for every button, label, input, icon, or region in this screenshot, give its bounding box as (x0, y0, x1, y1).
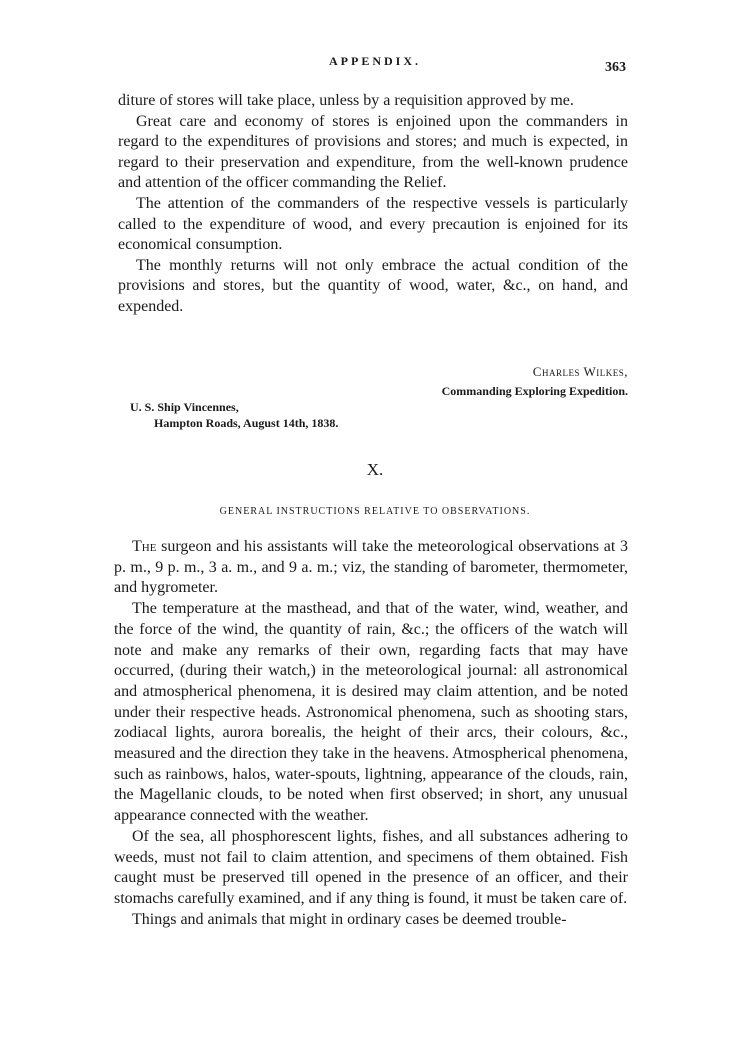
paragraph-meteorological (114, 537, 628, 599)
signature-name: Charles Wilkes, (532, 364, 628, 379)
lower-text-block (114, 537, 628, 930)
paragraph-meteorological-text: surgeon and his assistants will take the meteorological observations at 3 p. m., 9 p. m., 3 a. m., and 9 a. m.; viz, the standing of barometer, thermometer, and hygrometer. (114, 538, 628, 597)
page-header (0, 52, 750, 76)
paragraph-continuation: diture of stores will take place, unless by a requisition approved by me. (118, 92, 574, 109)
paragraph-sea: Of the sea, all phosphorescent lights, fishes, and all substances adhering to weeds, must not fail to claim attention, and specimens of them obtained. Fish caught must be preserved till opened in the presence of an officer, and their stomachs carefully examined, and if any thing is found, it must be taken care of. (114, 827, 628, 907)
running-head: APPENDIX. (329, 54, 421, 68)
paragraph-animals: Things and animals that might in ordinary cases be deemed trouble- (132, 910, 567, 928)
paragraph-phenomena: The temperature at the masthead, and that of the water, wind, weather, and the force of the wind, the quantity of rain, &c.; the officers of the watch will note and make any remarks of their own, regarding facts that may have occurred, (during their watch,) in the meteorological journal: all astronomical and atmospherical phenomena, it is desired may claim attention, and be noted under their respective heads. Astronomical phenomena, such as shooting stars, zodiacal lights, aurora borealis, the height of their arcs, their colours, &c., measured and the direction they take in the heavens. Atmospherical phenomena, such as rainbows, halos, water-spouts, lightning, appearance of the clouds, rain, the Magellanic clouds, to be noted when first observed; in short, any unusual appearance connected with the weather. (114, 600, 628, 825)
signature-title: Commanding Exploring Expedition. (441, 384, 628, 398)
section-title: GENERAL INSTRUCTIONS RELATIVE TO OBSERVATIONS. (219, 506, 531, 517)
paragraph-wood-consumption: The attention of the commanders of the respective vessels is particularly called to the expenditure of wood, and every precaution is enjoined for its economical consumption. (118, 194, 628, 254)
paragraph-lead-word: The (132, 538, 157, 555)
paragraph-monthly-returns: The monthly returns will not only embrace the actual condition of the provisions and stores, but the quantity of wood, water, &c., on hand, and expended. (118, 256, 628, 315)
section-number: X. (366, 460, 384, 479)
dateline-ship: U. S. Ship Vincennes, (130, 400, 239, 414)
paragraph-stores-economy: Great care and economy of stores is enjoined upon the commanders in regard to the expenditures of provisions and stores; and much is expected, in regard to their preservation and expenditure, from the well-known prudence and attention of the officer commanding the Relief. (118, 112, 628, 192)
page-number: 363 (605, 60, 626, 75)
upper-text-block (118, 91, 628, 318)
dateline-place-date: Hampton Roads, August 14th, 1838. (154, 416, 339, 430)
